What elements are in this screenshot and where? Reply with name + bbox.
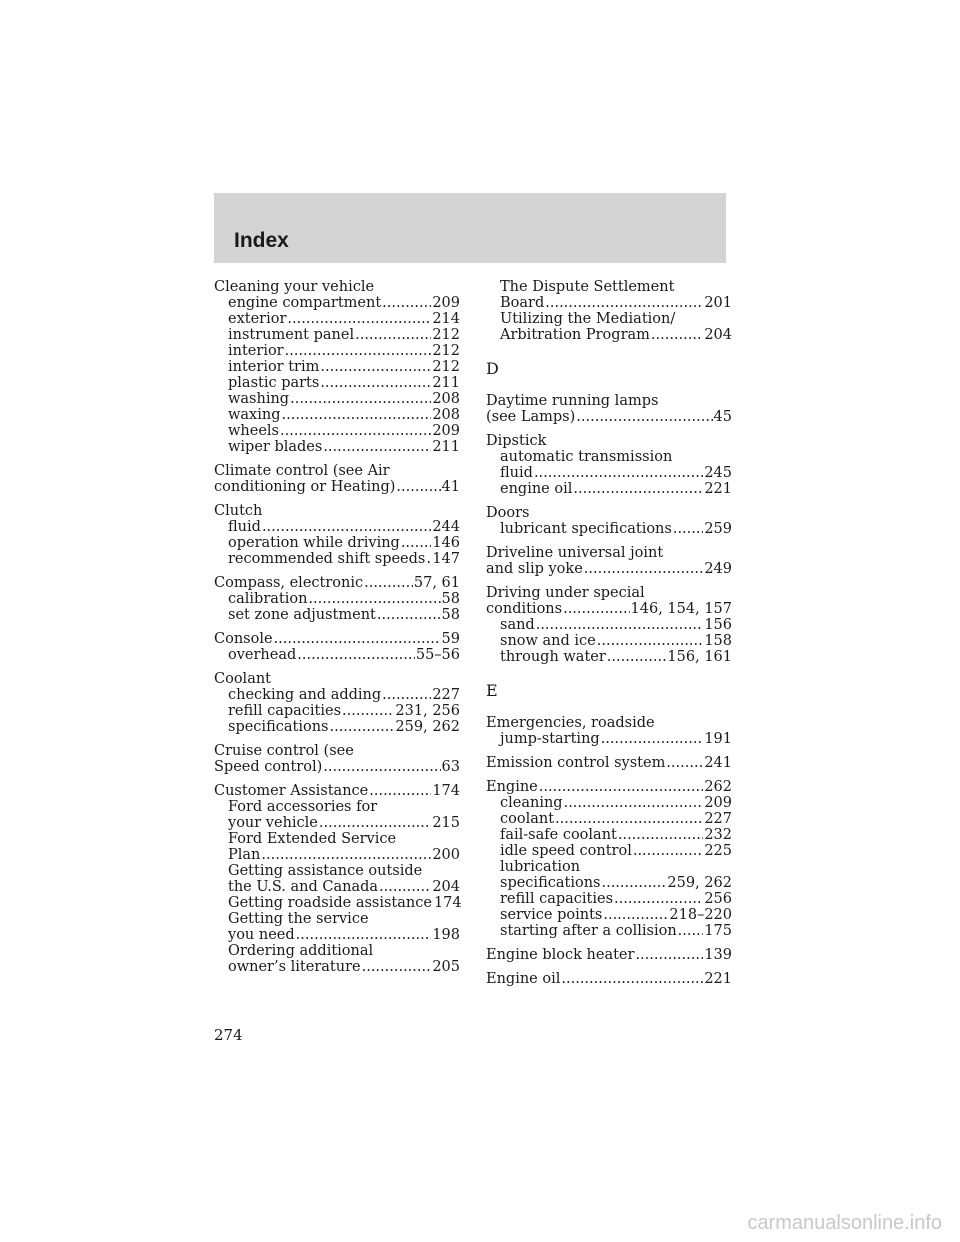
- index-entry: and slip yoke ..... 249: [486, 561, 732, 577]
- index-entry: cleaning ..... 209: [486, 795, 732, 811]
- index-entry: recommended shift speeds ..... 147: [214, 551, 460, 567]
- index-entry: coolant ..... 227: [486, 811, 732, 827]
- index-heading: Emergencies, roadside: [486, 715, 655, 731]
- index-entry: specifications ..... 259, 262: [214, 719, 460, 735]
- index-entry: service points ..... 218–220: [486, 907, 732, 923]
- index-entry: Engine block heater ..... 139: [486, 947, 732, 963]
- index-column-right: [486, 279, 732, 987]
- index-subheading: Getting the service: [228, 911, 369, 927]
- index-entry: engine compartment ..... 209: [214, 295, 460, 311]
- index-heading: Driving under special: [486, 585, 645, 601]
- index-heading: Coolant: [214, 671, 272, 687]
- index-subheading: Getting assistance outside: [228, 863, 423, 879]
- index-entry: Compass, electronic ..... 57, 61: [214, 575, 460, 591]
- index-subheading: lubrication: [500, 859, 581, 875]
- index-column-left: [214, 279, 460, 975]
- index-entry: owner’s literature ..... 205: [214, 959, 460, 975]
- index-entry: Console ..... 59: [214, 631, 460, 647]
- index-subheading: Ordering additional: [228, 943, 374, 959]
- section-letter: D: [486, 359, 499, 378]
- index-entry: Engine ..... 262: [486, 779, 732, 795]
- index-entry: you need ..... 198: [214, 927, 460, 943]
- index-heading: Clutch: [214, 503, 263, 519]
- section-letter: E: [486, 681, 498, 700]
- index-entry: lubricant specifications ..... 259: [486, 521, 732, 537]
- watermark: carmanualsonline.info: [747, 1212, 942, 1234]
- page-title: Index: [234, 229, 289, 252]
- index-entry: Emission control system ..... 241: [486, 755, 732, 771]
- index-entry: instrument panel ..... 212: [214, 327, 460, 343]
- index-entry: operation while driving ..... 146: [214, 535, 460, 551]
- index-header: [214, 193, 726, 263]
- index-entry: calibration ..... 58: [214, 591, 460, 607]
- index-entry: Customer Assistance ..... 174: [214, 783, 460, 799]
- page-number: 274: [214, 1026, 243, 1044]
- index-entry: sand ..... 156: [486, 617, 732, 633]
- index-entry: refill capacities ..... 231, 256: [214, 703, 460, 719]
- index-entry: wiper blades ..... 211: [214, 439, 460, 455]
- index-heading: Dipstick: [486, 433, 547, 449]
- index-subheading: Ford accessories for: [228, 799, 378, 815]
- index-entry: Engine oil ..... 221: [486, 971, 732, 987]
- index-entry: engine oil ..... 221: [486, 481, 732, 497]
- index-entry: set zone adjustment ..... 58: [214, 607, 460, 623]
- index-entry: exterior ..... 214: [214, 311, 460, 327]
- index-entry: interior ..... 212: [214, 343, 460, 359]
- index-heading: Cruise control (see: [214, 743, 354, 759]
- index-entry: starting after a collision ..... 175: [486, 923, 732, 939]
- index-entry: specifications ..... 259, 262: [486, 875, 732, 891]
- index-entry: through water ..... 156, 161: [486, 649, 732, 665]
- index-entry: fail-safe coolant ..... 232: [486, 827, 732, 843]
- index-entry: your vehicle ..... 215: [214, 815, 460, 831]
- index-heading: Daytime running lamps: [486, 393, 659, 409]
- index-heading: Cleaning your vehicle: [214, 279, 375, 295]
- index-entry: plastic parts ..... 211: [214, 375, 460, 391]
- index-entry: Speed control) ..... 63: [214, 759, 460, 775]
- index-entry: waxing ..... 208: [214, 407, 460, 423]
- index-entry: fluid ..... 244: [214, 519, 460, 535]
- index-entry: overhead ..... 55–56: [214, 647, 460, 663]
- index-entry: jump-starting ..... 191: [486, 731, 732, 747]
- index-entry: wheels ..... 209: [214, 423, 460, 439]
- index-entry: interior trim ..... 212: [214, 359, 460, 375]
- index-entry: washing ..... 208: [214, 391, 460, 407]
- index-entry: checking and adding ..... 227: [214, 687, 460, 703]
- index-subheading: automatic transmission: [500, 449, 673, 465]
- index-entry: snow and ice ..... 158: [486, 633, 732, 649]
- index-entry: conditioning or Heating) ..... 41: [214, 479, 460, 495]
- index-entry: the U.S. and Canada ..... 204: [214, 879, 460, 895]
- index-entry: (see Lamps) ..... 45: [486, 409, 732, 425]
- index-subheading: The Dispute Settlement: [500, 279, 675, 295]
- index-entry: idle speed control ..... 225: [486, 843, 732, 859]
- index-entry: conditions ..... 146, 154, 157: [486, 601, 732, 617]
- index-subheading: Utilizing the Mediation/: [500, 311, 676, 327]
- index-heading: Doors: [486, 505, 530, 521]
- index-entry: Arbitration Program ..... 204: [486, 327, 732, 343]
- index-entry: refill capacities ..... 256: [486, 891, 732, 907]
- index-entry: Plan ..... 200: [214, 847, 460, 863]
- index-entry: Board ..... 201: [486, 295, 732, 311]
- index-heading: Driveline universal joint: [486, 545, 664, 561]
- index-entry: fluid ..... 245: [486, 465, 732, 481]
- index-subheading: Ford Extended Service: [228, 831, 397, 847]
- index-entry: Getting roadside assistance 174: [228, 895, 462, 911]
- index-heading: Climate control (see Air: [214, 463, 390, 479]
